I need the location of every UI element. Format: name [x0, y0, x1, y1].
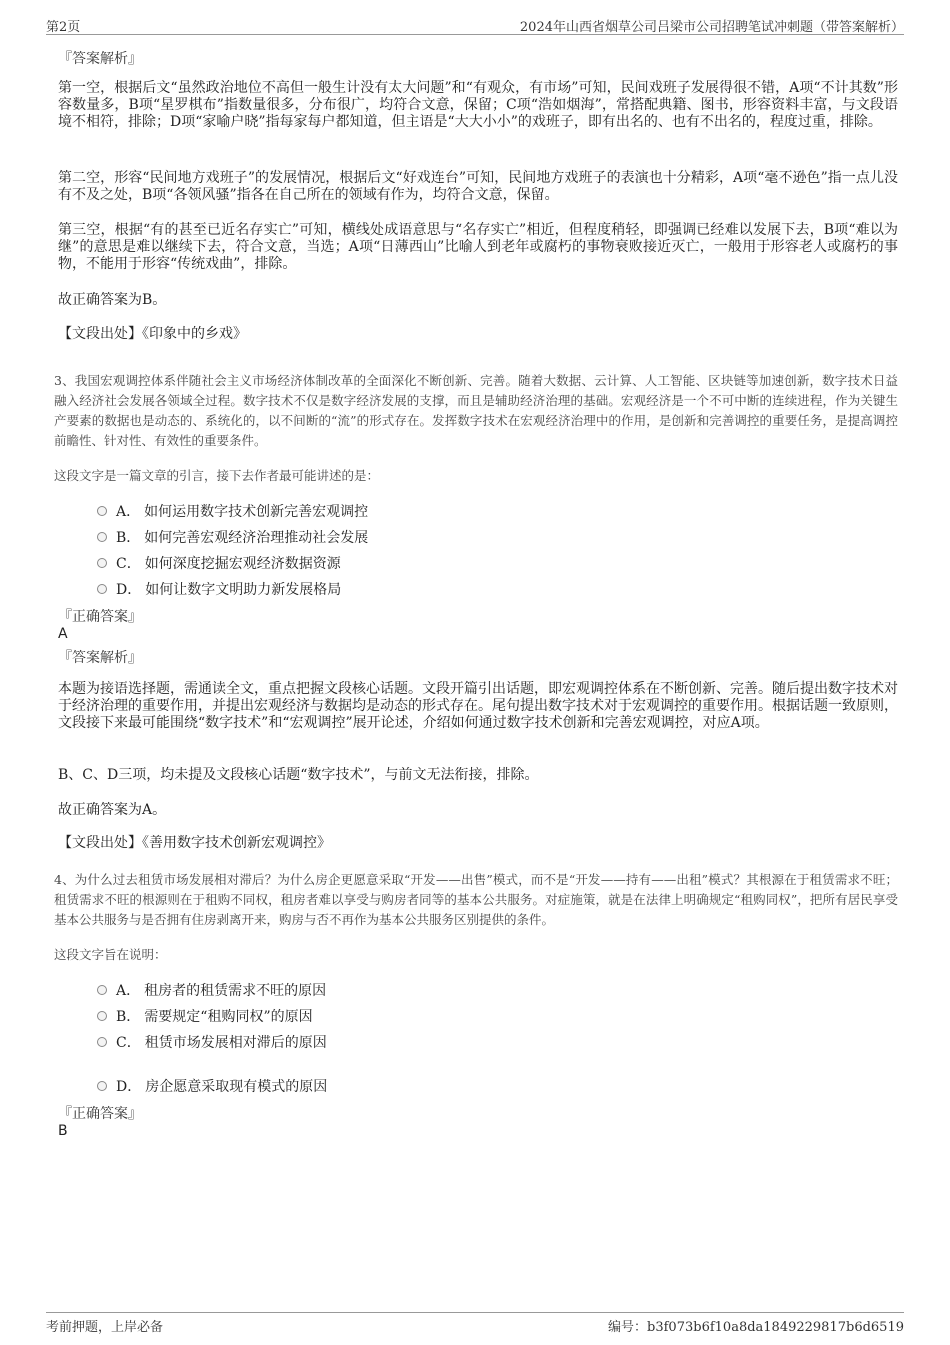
analysis-label: 『答案解析』	[58, 650, 142, 666]
passage-source: 【文段出处】《印象中的乡戏》	[58, 326, 247, 342]
question-4-prompt: 这段文字旨在说明：	[54, 947, 167, 962]
q3-option-d[interactable]: D． 如何让数字文明助力新发展格局	[97, 579, 341, 599]
analysis-paragraph-1: 第一空，根据后文“虽然政治地位不高但一般生计没有太大问题”和“有观众，有市场”可知，民间戏班子发展得很不错，A项“不计其数”形容数量多，B项“星罗棋布”指数量很多，分布很广，均符合文意，保留；C项“浩如烟海”，常搭配典籍、图书，形容资料丰富，与文段语境不相符，排除；D项“家喻户晓”指每家每户都知道，但主语是“大大小小”的戏班子，即有出名的、也有不出名的，程度过重，排除。	[58, 80, 898, 131]
page-number: 第2页	[46, 20, 81, 35]
radio-icon[interactable]	[97, 532, 107, 542]
analysis-label: 『答案解析』	[58, 51, 142, 67]
page-footer	[46, 1312, 904, 1335]
correct-answer-value: B	[58, 1123, 68, 1139]
q3-option-a[interactable]: A． 如何运用数字技术创新完善宏观调控	[97, 501, 368, 521]
q3-analysis-paragraph-1: 本题为接语选择题，需通读全文，重点把握文段核心话题。文段开篇引出话题，即宏观调控体系在不断创新、完善。随后提出数字技术对于经济治理的重要作用，并提出宏观经济与数据均是动态的形式存在。尾句提出数字技术对于宏观调控的重要作用。根据话题一致原则，文段接下来最可能围绕“数字技术”和“宏观调控”展开论述，介绍如何通过数字技术创新和完善宏观调控，对应A项。	[58, 681, 898, 732]
q3-option-c[interactable]: C． 如何深度挖掘宏观经济数据资源	[97, 553, 341, 573]
question-3-prompt: 这段文字是一篇文章的引言，接下去作者最可能讲述的是：	[54, 468, 380, 483]
q3-conclusion: 故正确答案为A。	[58, 802, 167, 818]
radio-icon[interactable]	[97, 506, 107, 516]
document-id: 编号：b3f073b6f10a8da1849229817b6d6519	[608, 1320, 904, 1335]
correct-answer-value: A	[58, 626, 68, 642]
q3-analysis-paragraph-2: B、C、D三项，均未提及文段核心话题“数字技术”，与前文无法衔接，排除。	[58, 767, 539, 783]
radio-icon[interactable]	[97, 1011, 107, 1021]
analysis-paragraph-2: 第二空，形容“民间地方戏班子”的发展情况，根据后文“好戏连台”可知，民间地方戏班子的表演也十分精彩，A项“毫不逊色”指一点儿没有不及之处，B项“各领风骚”指各在自己所在的领域有作为，均符合文意，保留。	[58, 170, 898, 204]
radio-icon[interactable]	[97, 985, 107, 995]
q3-passage-source: 【文段出处】《善用数字技术创新宏观调控》	[58, 835, 331, 851]
q4-option-b[interactable]: B． 需要规定“租购同权”的原因	[97, 1006, 313, 1026]
correct-answer-label: 『正确答案』	[58, 609, 142, 625]
conclusion: 故正确答案为B。	[58, 292, 167, 308]
radio-icon[interactable]	[97, 558, 107, 568]
question-4-text: 4、为什么过去租赁市场发展相对滞后？为什么房企更愿意采取“开发——出售”模式，而不是“开发——持有——出租”模式？其根源在于租赁需求不旺；租赁需求不旺的根源则在于租购不同权，租房者难以享受与购房者同等的基本公共服务。对症施策，就是在法律上明确规定“租购同权”，把所有居民享受基本公共服务与是否拥有住房剥离开来，购房与否不再作为基本公共服务区别提供的条件。	[54, 872, 898, 927]
radio-icon[interactable]	[97, 584, 107, 594]
footer-slogan: 考前押题，上岸必备	[46, 1320, 164, 1335]
q4-option-d[interactable]: D． 房企愿意采取现有模式的原因	[97, 1076, 327, 1096]
q4-option-a[interactable]: A． 租房者的租赁需求不旺的原因	[97, 980, 326, 1000]
radio-icon[interactable]	[97, 1037, 107, 1047]
question-3-text: 3、我国宏观调控体系伴随社会主义市场经济体制改革的全面深化不断创新、完善。随着大数据、云计算、人工智能、区块链等加速创新，数字技术日益融入经济社会发展各领域全过程。数字技术不仅是数字经济发展的支撑，而且是辅助经济治理的基础。宏观经济是一个不可中断的连续进程，作为关键生产要素的数据也是动态的、系统化的，以不间断的“流”的形式存在。发挥数字技术在宏观经济治理中的作用，是创新和完善调控的重要任务，是提高调控前瞻性、针对性、有效性的重要条件。	[54, 373, 898, 448]
q3-option-b[interactable]: B． 如何完善宏观经济治理推动社会发展	[97, 527, 368, 547]
q4-option-c[interactable]: C． 租赁市场发展相对滞后的原因	[97, 1032, 327, 1052]
page-header	[46, 14, 904, 35]
document-title: 2024年山西省烟草公司吕梁市公司招聘笔试冲刺题（带答案解析）	[519, 20, 904, 35]
analysis-paragraph-3: 第三空，根据“有的甚至已近名存实亡”可知，横线处成语意思与“名存实亡”相近，但程度稍轻，即强调已经难以发展下去，B项“难以为继”的意思是难以继续下去，符合文意，当选；A项“日薄西山”比喻人到老年或腐朽的事物衰败接近灭亡，一般用于形容老人或腐朽的事物，不能用于形容“传统戏曲”，排除。	[58, 222, 898, 273]
radio-icon[interactable]	[97, 1081, 107, 1091]
correct-answer-label: 『正确答案』	[58, 1106, 142, 1122]
